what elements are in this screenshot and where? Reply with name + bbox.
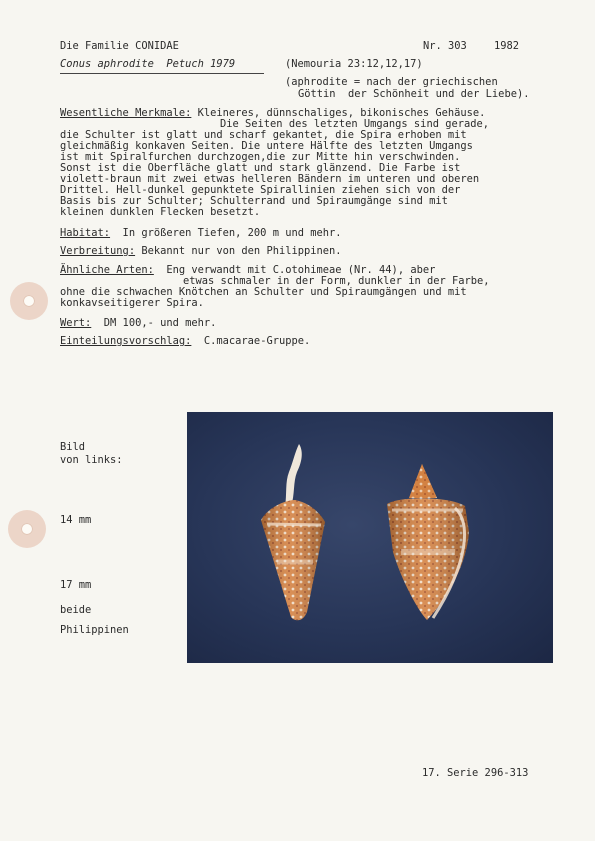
einteilung-label: Einteilungsvorschlag: [60,335,192,347]
merkmale-line-6: Sonst ist die Oberfläche glatt und stark glänzend. Die Farbe ist [60,162,461,174]
verbreitung-text: Bekannt nur von den Philippinen. [135,245,342,257]
merkmale-label: Wesentliche Merkmale: [60,107,192,119]
verbreitung-label: Verbreitung: [60,245,136,257]
merkmale-line-10: kleinen dunklen Flecken besetzt. [60,206,261,218]
wert-label: Wert: [60,317,92,329]
merkmale-line-2: Die Seiten des letzten Umgangs sind gerade, [220,118,489,130]
merkmale-line-3: die Schulter ist glatt und scharf gekantet, die Spira erhoben mit [60,129,467,141]
merkmale-line-8: Drittel. Hell-dunkel gepunktete Spirallinien ziehen sich von der [60,184,461,196]
shell-right [387,464,469,620]
merkmale-line-4: gleichmäßig konkaven Seiten. Die untere Hälfte des letzten Umgangs [60,140,473,152]
verbreitung-row [60,246,342,257]
einteilung-row [60,336,310,347]
merkmale-line-9: Basis bis zur Schulter; Schulterrand und Spiraumgänge sind mit [60,195,448,207]
habitat-label: Habitat: [60,227,111,239]
habitat-row [60,228,342,239]
aehnliche-line-4: konkavseitigerer Spira. [60,297,204,309]
sheet-number: Nr. 303 [423,40,467,52]
series-footer: 17. Serie 296-313 [422,767,529,779]
punch-hole-upper [10,282,48,320]
etymology-line-2: Göttin der Schönheit und der Liebe). [298,88,530,100]
caption-beide: beide [60,604,92,616]
caption-bild: Bild [60,441,86,453]
punch-hole-lower [8,510,46,548]
merkmale-line-5: ist mit Spiralfurchen durchzogen,die zur Mitte hin verschwinden. [60,151,461,163]
caption-von-links: von links: [60,454,123,466]
shell-left [261,444,325,620]
species-reference: (Nemouria 23:12,12,17) [285,58,423,70]
merkmale-line-7: violett-braun mit zwei etwas helleren Bändern im unteren und oberen [60,173,480,185]
aehnliche-line-1: Eng verwandt mit C.otohimeae (Nr. 44), aber [153,264,436,276]
einteilung-text: C.macarae-Gruppe. [191,335,311,347]
merkmale-line-1: Kleineres, dünnschaliges, bikonisches Gehäuse. [191,107,486,119]
species-name: Conus aphrodite Petuch 1979 [60,58,236,70]
caption-size-2: 17 mm [60,579,92,591]
etymology-line-1: (aphrodite = nach der griechischen [285,76,498,88]
aehnliche-line-2: etwas schmaler in der Form, dunkler in der Farbe, [183,275,490,287]
wert-text: DM 100,- und mehr. [91,317,217,329]
species-underline [60,73,264,74]
caption-size-1: 14 mm [60,514,92,526]
sheet-year: 1982 [494,40,520,52]
specimen-shells-graphic [187,412,553,663]
aehnliche-label: Ähnliche Arten: [60,264,154,276]
wert-row [60,318,216,329]
caption-philippinen: Philippinen [60,624,129,636]
aehnliche-line-3: ohne die schwachen Knötchen an Schulter und Spiraumgängen und mit [60,286,467,298]
family-title: Die Familie CONIDAE [60,40,179,52]
specimen-photo [187,412,553,663]
habitat-text: In größeren Tiefen, 200 m und mehr. [110,227,342,239]
